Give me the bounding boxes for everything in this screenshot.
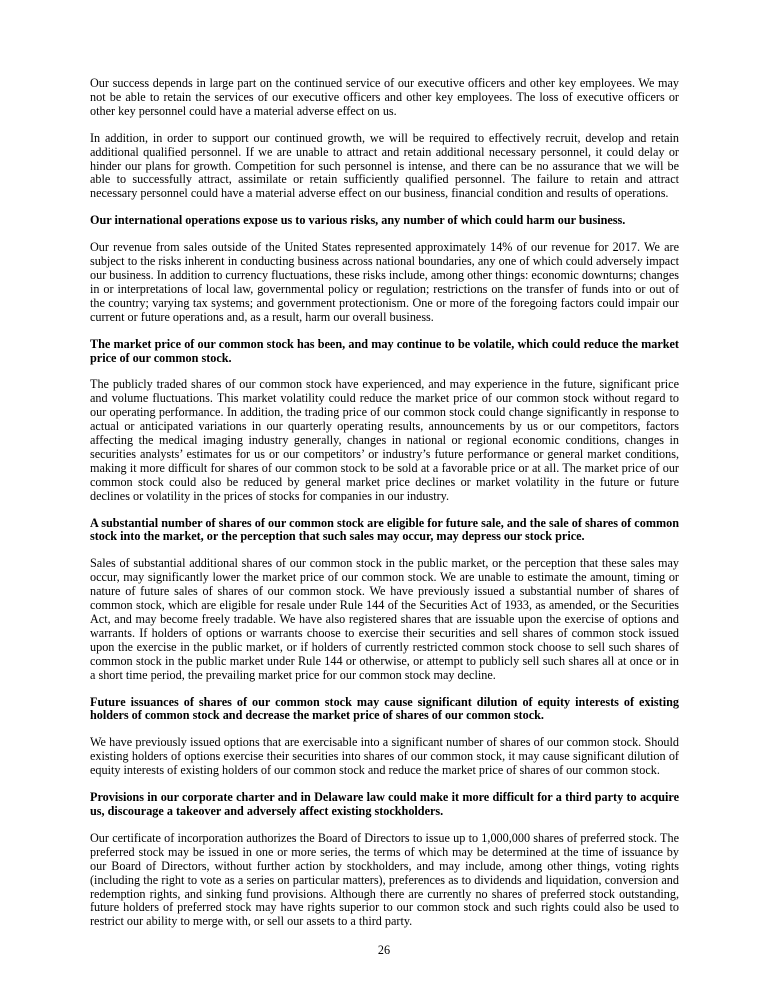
paragraph: The publicly traded shares of our common stock have experienced, and may experience in the future, significant price and volume fluctuations. This market volatility could reduce the market price of our common stock without regard to our operating performance. In addition, the trading price of our common stock could change significantly in response to actual or anticipated variations in our quarterly operating results, announcements by us or our competitors, factors affecting the medical imaging industry generally, changes in national or regional economic conditions, changes in securities analysts’ estimates for us or our competitors’ or industry’s future performance or general market conditions, making it more difficult for shares of our common stock to be sold at a favorable price or at all. The market price of our common stock could also be reduced by general market price declines or market volatility in the future or future declines or volatility in the prices of stocks for companies in our industry. <box>90 377 679 503</box>
paragraph: Sales of substantial additional shares of our common stock in the public market, or the perception that these sales may occur, may significantly lower the market price of our common stock. We are unable to estimate the amount, timing or nature of future sales of shares of our common stock. We have previously issued a substantial number of shares of common stock, which are eligible for resale under Rule 144 of the Securities Act of 1933, as amended, or the Securities Act, and may become freely tradable. We have also registered shares that are issuable upon the exercise of options and warrants. If holders of options or warrants choose to exercise their securities and sell shares of common stock issued upon the exercise in the public market, or if holders of currently restricted common stock choose to sell such shares of common stock in the public market under Rule 144 or otherwise, or attempt to publicly sell such shares all at once or in a short time period, the prevailing market price for our common stock may decline. <box>90 556 679 682</box>
paragraph: Our certificate of incorporation authorizes the Board of Directors to issue up to 1,000,000 shares of preferred stock. The preferred stock may be issued in one or more series, the terms of which may be determined at the time of issuance by our Board of Directors, without further action by stockholders, and may include, among other things, voting rights (including the right to vote as a series on particular matters), preferences as to dividends and liquidation, conversion and redemption rights, and sinking fund provisions. Although there are currently no shares of preferred stock outstanding, future holders of preferred stock may have rights superior to our common stock and such rights could also be used to restrict our ability to merge with, or sell our assets to a third party. <box>90 830 679 929</box>
paragraph: We have previously issued options that are exercisable into a significant number of shares of our common stock. Should existing holders of options exercise their securities into shares of our common stock, it may cause significant dilution of equity interests of existing holders of our common stock and reduce the market price of shares of our common stock. <box>90 735 679 778</box>
page-number: 26 <box>377 943 391 957</box>
section-heading: Provisions in our corporate charter and in Delaware law could make it more difficult for a third party to acquire us, discourage a takeover and adversely affect existing stockholders. <box>90 790 679 818</box>
paragraph: In addition, in order to support our continued growth, we will be required to effectively recruit, develop and retain additional qualified personnel. If we are unable to attract and retain additional necessary personnel, it could delay or hinder our plans for growth. Competition for such personnel is intense, and there can be no assurance that we will be able to successfully attract, assimilate or retain sufficiently qualified personnel. The failure to retain and attract necessary personnel could have a material adverse effect on our business, financial condition and results of operations. <box>90 130 679 201</box>
document-content <box>90 77 679 942</box>
paragraph: Our revenue from sales outside of the United States represented approximately 14% of our revenue for 2017. We are subject to the risks inherent in conducting business across national boundaries, any one of which could adversely impact our business. In addition to currency fluctuations, these risks include, among other things: economic downturns; changes in or interpretations of local law, governmental policy or regulation; restrictions on the transfer of funds into or out of the country; varying tax systems; and government protectionism. One or more of the foregoing factors could impair our current or future operations and, as a result, harm our overall business. <box>90 240 679 324</box>
paragraph: Our success depends in large part on the continued service of our executive officers and other key employees. We may not be able to retain the services of our executive officers and other key employees. The loss of executive officers or other key personnel could have a material adverse effect on us. <box>90 76 679 118</box>
section-heading: Our international operations expose us to various risks, any number of which could harm our business. <box>90 213 626 228</box>
section-heading: The market price of our common stock has been, and may continue to be volatile, which could reduce the market price of our common stock. <box>90 336 679 365</box>
section-heading: A substantial number of shares of our common stock are eligible for future sale, and the sale of shares of common stock into the market, or the perception that such sales may occur, may depress our stock price. <box>90 515 679 544</box>
section-heading: Future issuances of shares of our common stock may cause significant dilution of equity interests of existing holders of common stock and decrease the market price of shares of our common stock. <box>90 694 679 723</box>
